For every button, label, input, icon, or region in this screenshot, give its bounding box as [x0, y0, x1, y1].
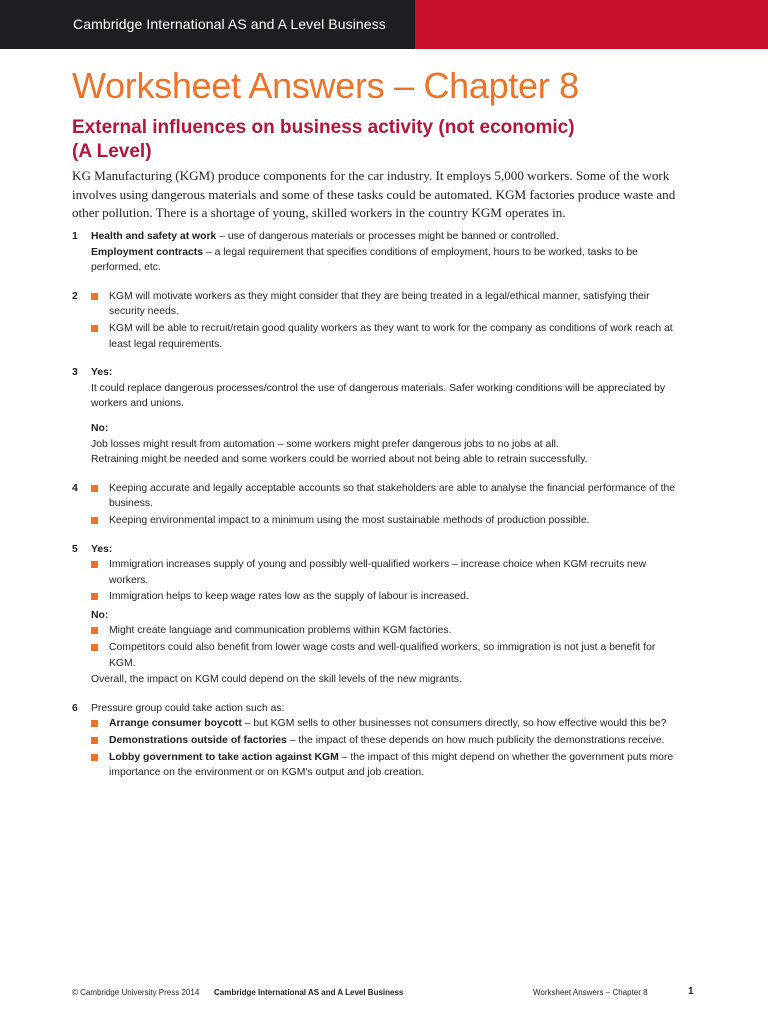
footer-chapter: Worksheet Answers – Chapter 8	[533, 988, 648, 997]
answer-6	[72, 701, 682, 781]
answer-number: 5	[72, 543, 78, 555]
bullet-bold: Arrange consumer boycott	[109, 718, 242, 730]
yes-label	[91, 365, 682, 381]
bullet-bold: Demonstrations outside of factories	[109, 735, 287, 747]
answer-list	[72, 229, 682, 794]
bullet-item	[91, 289, 682, 320]
answer-text: It could replace dangerous processes/control the use of dangerous materials. Safer working conditions will be appreciated by workers and unions.	[91, 382, 666, 410]
bullet-text: – the impact of this might depend on whether the government puts more importance on the environment or on KGM's output and job creation.	[109, 751, 674, 779]
answer-text: Retraining might be needed and some workers could be worried about not being able to retrain successfully.	[91, 454, 588, 466]
bullet-text: Keeping accurate and legally acceptable accounts so that stakeholders are able to analyse the financial performance of the business.	[109, 482, 676, 510]
bullet-text: Keeping environmental impact to a minimum using the most sustainable methods of production possible.	[109, 514, 590, 526]
yes-label-text: Yes:	[91, 543, 113, 555]
term-text: – use of dangerous materials or processes might be banned or controlled.	[216, 231, 559, 242]
bullet-text: Might create language and communication problems within KGM factories.	[109, 625, 452, 637]
answer-number: 4	[72, 482, 78, 494]
answer-3	[72, 365, 682, 468]
subtitle-line-2: (A Level)	[72, 141, 152, 162]
bullet-item	[91, 481, 682, 512]
bullet-item	[91, 557, 682, 588]
bullet-text: – but KGM sells to other businesses not consumers directly, so how effective would this be?	[241, 718, 667, 730]
bullet-item	[91, 589, 682, 605]
subtitle-line-1: External influences on business activity (not economic)	[72, 117, 575, 138]
no-label	[91, 421, 682, 437]
bullet-square-icon	[91, 754, 98, 761]
bullet-square-icon	[91, 593, 98, 600]
bullet-square-icon	[91, 627, 98, 634]
bullet-item	[91, 750, 682, 781]
header-brand: Cambridge International AS and A Level Business	[73, 16, 386, 32]
bullet-item	[91, 321, 682, 352]
bullet-square-icon	[91, 737, 98, 744]
bullet-item	[91, 640, 682, 671]
answer-1	[72, 229, 682, 276]
bullet-text: Immigration increases supply of young and possibly well-qualified workers – increase choice when KGM recruits new workers.	[109, 559, 647, 586]
bullet-text: KGM will be able to recruit/retain good quality workers as they want to work for the company as conditions of work reach at least legal requirements.	[109, 322, 673, 350]
yes-label	[91, 542, 682, 558]
no-label	[91, 608, 682, 624]
answer-text: Job losses might result from automation – some workers might prefer dangerous jobs to no jobs at all.	[91, 438, 559, 450]
bullet-square-icon	[91, 325, 98, 332]
bullet-text: – the impact of these depends on how much publicity the demonstrations receive.	[286, 735, 665, 747]
term-bold: Health and safety at work	[91, 231, 217, 242]
bullet-bold: Lobby government to take action against KGM	[109, 751, 339, 763]
bullet-text: Immigration helps to keep wage rates low as the supply of labour is increased.	[109, 591, 469, 603]
answer-lead: Pressure group could take action such as:	[91, 702, 285, 714]
bullet-square-icon	[91, 561, 98, 568]
answer-4	[72, 481, 682, 529]
section-subtitle	[72, 116, 672, 164]
case-intro: KG Manufacturing (KGM) produce components for the car industry. It employs 5,000 workers. Some of the work involves using dangerous materials and some of these tasks could be automated. KGM factories produce waste and other pollution. There is a shortage of young, skilled workers in the country KGM operates in.	[72, 168, 676, 221]
footer-copyright: © Cambridge University Press 2014	[72, 988, 200, 997]
footer-book-title: Cambridge International AS and A Level Business	[214, 988, 404, 997]
no-label-text: No:	[91, 609, 109, 621]
bullet-text: KGM will motivate workers as they might consider that they are being treated in a legal/ethical manner, satisfying their security needs.	[109, 290, 650, 318]
answer-5	[72, 542, 682, 688]
yes-label-text: Yes:	[91, 367, 113, 379]
header-red-band	[415, 0, 768, 49]
overall-text: Overall, the impact on KGM could depend on the skill levels of the new migrants.	[91, 674, 462, 686]
bullet-item	[91, 513, 682, 529]
term-bold: Employment contracts	[91, 246, 204, 258]
bullet-square-icon	[91, 517, 98, 524]
bullet-square-icon	[91, 293, 98, 300]
page-header	[0, 0, 768, 49]
page-number: 1	[688, 986, 694, 997]
bullet-item	[91, 733, 682, 749]
bullet-square-icon	[91, 485, 98, 492]
answer-number: 1	[72, 231, 78, 242]
bullet-square-icon	[91, 720, 98, 727]
answer-number: 2	[72, 290, 78, 302]
answer-text	[91, 245, 682, 276]
bullet-item	[91, 623, 682, 639]
page-footer	[72, 987, 696, 1001]
bullet-item	[91, 716, 682, 732]
no-label-text: No:	[91, 422, 109, 434]
answer-text	[91, 229, 682, 245]
page-title: Worksheet Answers – Chapter 8	[72, 65, 579, 106]
term-text: – a legal requirement that specifies conditions of employment, hours to be worked, tasks to be performed, etc.	[91, 246, 638, 274]
bullet-text: Competitors could also benefit from lower wage costs and well-qualified workers, so immigration is not just a benefit for KGM.	[109, 642, 656, 669]
bullet-square-icon	[91, 644, 98, 651]
answer-number: 3	[72, 367, 78, 379]
answer-number: 6	[72, 702, 78, 714]
answer-2	[72, 289, 682, 352]
